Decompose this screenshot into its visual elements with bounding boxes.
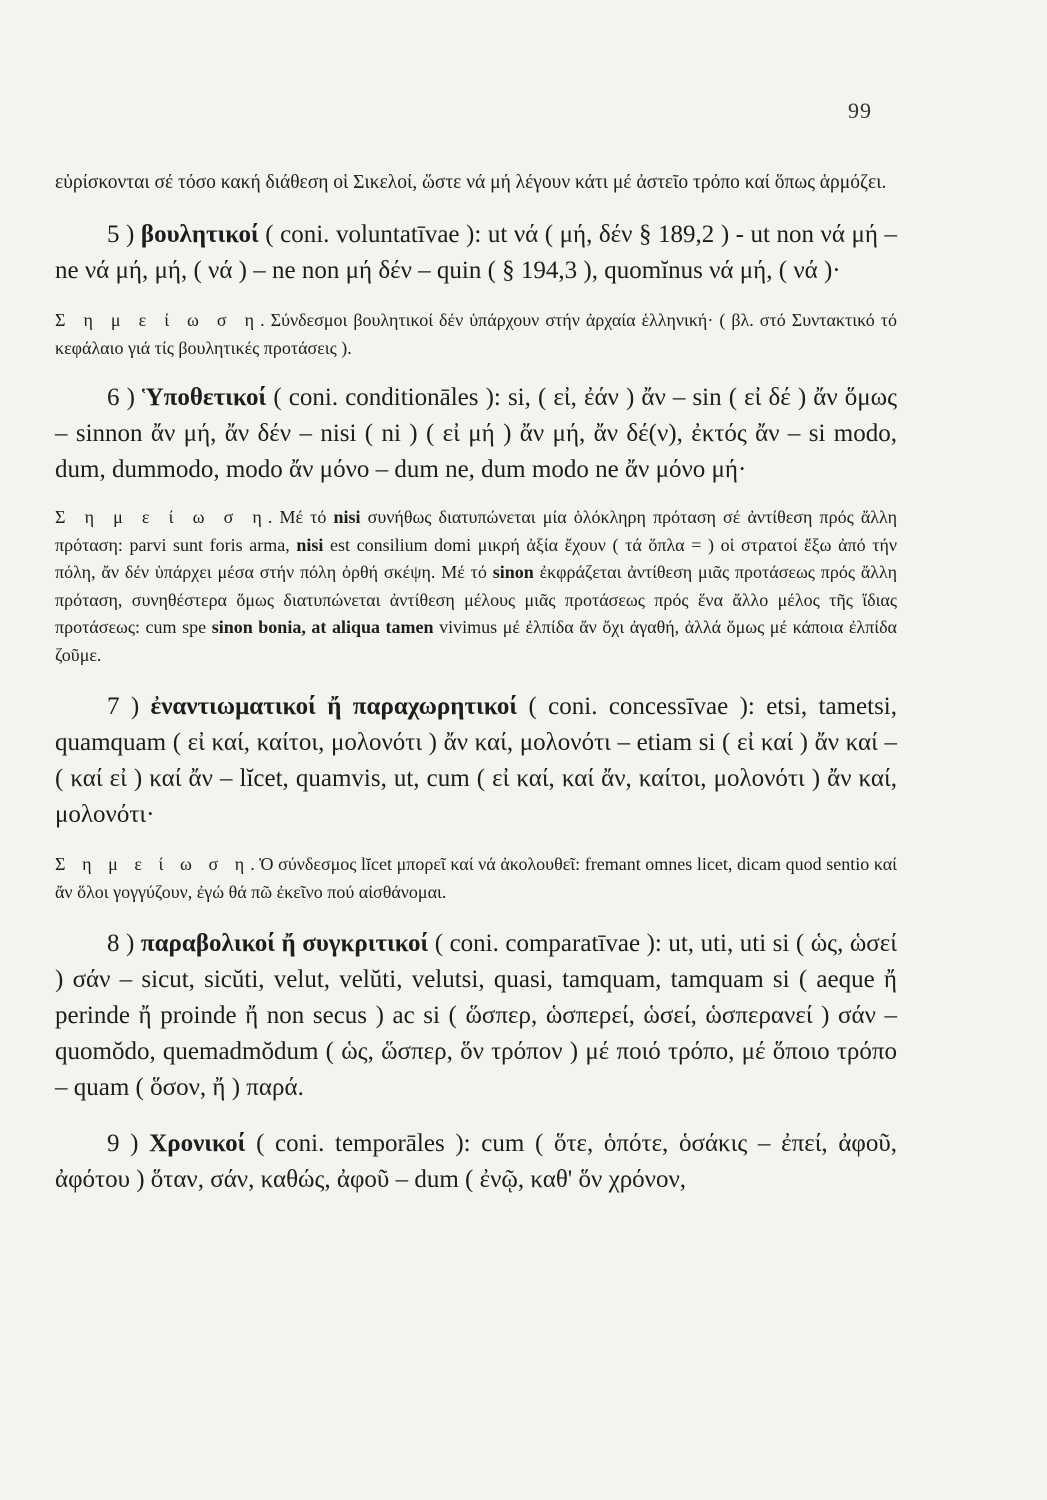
section-5-paragraph xyxy=(55,217,897,289)
section-5-number: 5 ) xyxy=(107,221,141,248)
section-5-note-label: Σ η μ ε ί ω σ η xyxy=(55,310,261,330)
section-6-note xyxy=(55,504,897,669)
section-7-number: 7 ) xyxy=(107,693,151,720)
section-6-note-text-1: . Μέ τό xyxy=(267,507,334,527)
section-6-note-bold: sinon bonia, at aliqua tamen xyxy=(211,617,434,637)
section-7-heading: ἐναντιωματικοί ἤ παραχωρητικοί xyxy=(150,693,518,720)
section-9-paragraph xyxy=(55,1126,897,1198)
section-5-note-text: . Σύνδεσμοι βουλητικοί δέν ὑπάρχουν στήν ἀρχαία ἑλληνική· ( βλ. στό Συντακτικό τό κεφάλαιο γιά τίς βουλητικές προτάσεις ). xyxy=(55,310,898,358)
section-6-note-nisi-2: nisi xyxy=(296,534,324,555)
section-6-body: ( coni. conditionāles ): si, ( εἰ, ἐάν ) ἄν – sin ( εἰ δέ ) ἄν ὅμως – sinnon ἄν μή, ἄν δέν – nisi ( ni ) ( εἰ μή ) ἄν μή, ἄν δέ(ν), ἐκτός ἄν – si modo, dum, dummodo, modo ἄν μόνο – dum ne, dum modo ne ἄν μόνο μή· xyxy=(55,384,897,483)
page-number: 99 xyxy=(848,98,872,123)
section-8-body: ( coni. comparatīvae ): ut, uti, uti si ( ὡς, ὡσεί ) σάν – sicut, sicŭti, velut, velŭti, velutsi, quasi, tamquam, tamquam si ( aeque ἤ perinde ἤ proinde ἤ non secus ) ac si ( ὥσπερ, ὡσπερεί, ὡσεί, ὡσπερανεί ) σάν – quomŏdo, quemadmŏdum ( ὡς, ὥσπερ, ὅν τρόπον ) μέ ποιό τρόπο, μέ ὅποιο τρόπο – quam ( ὅσον, ἤ ) παρά. xyxy=(55,930,897,1101)
section-8-heading: παραβολικοί ἤ συγκριτικοί xyxy=(140,930,429,957)
section-5-body: ( coni. voluntatīvae ): ut νά ( μή, δέν § 189,2 ) - ut non νά μή – ne νά μή, μή, ( νά ) – ne non μή δέν – quin ( § 194,3 ), quomĭnus νά μή, ( νά )· xyxy=(55,221,898,284)
section-9-body: ( coni. temporāles ): cum ( ὅτε, ὁπότε, ὁσάκις – ἐπεί, ἀφοῦ, ἀφότου ) ὅταν, σάν, καθώς, ἀφοῦ – dum ( ἐνῷ, καθ' ὅν χρόνον, xyxy=(55,1130,897,1193)
section-6-number: 6 ) xyxy=(107,384,143,411)
page-body xyxy=(55,168,897,1198)
section-6-note-text-3: est consilium domi μικρή ἀξία ἔχουν ( τά ὅπλα = ) οἱ στρατοί ἔξω ἀπό τήν πόλη, ἄν δέν ὑπάρχει μέσα στήν πόλη ὀρθή σκέψη. Μέ τό xyxy=(55,534,897,582)
section-6-note-label: Σ η μ ε ί ω σ η xyxy=(55,507,268,527)
section-5-heading: βουλητικοί xyxy=(140,221,259,248)
section-7-body: ( coni. concessīvae ): etsi, tametsi, quamquam ( εἰ καί, καίτοι, μολονότι ) ἄν καί, μολονότι – etiam si ( εἰ καί ) ἄν καί – ( καί εἰ ) καί ἄν – lĭcet, quamvis, ut, cum ( εἰ καί, καί ἄν, καίτοι, μολονότι ) ἄν καί, μολονότι· xyxy=(55,693,897,828)
section-9-number: 9 ) xyxy=(107,1130,150,1157)
section-6-note-text-5: vivimus μέ ἐλπίδα ἄν ὄχι ἀγαθή, ἀλλά ὅμως μέ κάποια ἐλπίδα ζοῦμε. xyxy=(55,617,897,665)
section-7-paragraph xyxy=(55,689,897,833)
section-7-note-label: Σ η μ ε ί ω σ η xyxy=(55,854,251,874)
section-6-note-nisi: nisi xyxy=(333,507,361,527)
section-6-note-text-2: συνήθως διατυπώνεται μία ὁλόκληρη πρόταση σέ ἀντίθεση πρός ἄλλη πρόταση: parvi sunt foris arma, xyxy=(55,507,897,555)
section-6-heading: Ὑποθετικοί xyxy=(142,384,267,411)
section-7-note-text: . Ὁ σύνδεσμος lĭcet μπορεῖ καί νά ἀκολουθεῖ: fremant omnes licet, dicam quod sentio καί ἄν ὅλοι γογγύζουν, ἐγώ θά πῶ ἐκεῖνο πού αἰσθάνομαι. xyxy=(55,854,897,902)
section-6-note-text-4: ἐκφράζεται ἀντίθεση μιᾶς προτάσεως πρός ἄλλη πρόταση, συνηθέστερα ὅμως διατυπώνεται ἀντίθεση μέλους μιᾶς προτάσεως πρός ἕνα ἄλλο μέλος τῆς ἴδιας προτάσεως: cum spe xyxy=(55,562,897,637)
section-9-heading: Χρονικοί xyxy=(149,1130,246,1157)
section-5-note xyxy=(55,307,897,362)
section-6-paragraph xyxy=(55,380,897,488)
section-8-number: 8 ) xyxy=(107,930,141,957)
intro-paragraph: εὑρίσκονται σέ τόσο κακή διάθεση οἱ Σικελοί, ὥστε νά μή λέγουν κάτι μέ ἀστεῖο τρόπο καί ὅπως ἁρμόζει. xyxy=(55,172,887,193)
section-8-paragraph xyxy=(55,926,897,1106)
section-6-note-sinon: sinon xyxy=(492,562,534,582)
section-7-note xyxy=(55,851,897,906)
